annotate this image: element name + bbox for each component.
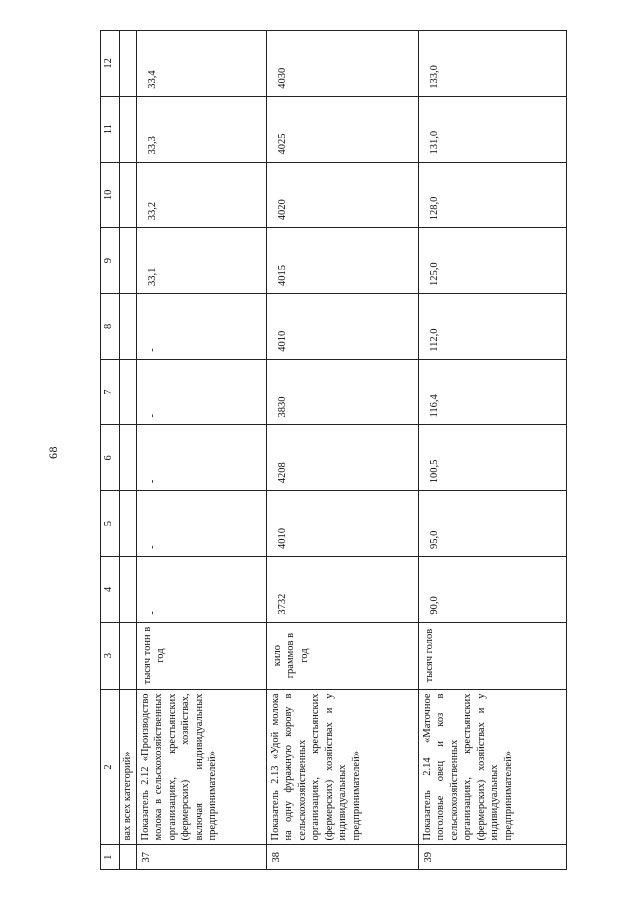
value-cell: 4020 (267, 162, 419, 228)
value-cell: 133,0 (419, 31, 567, 97)
value-cell: - (137, 491, 267, 557)
header-row (101, 31, 120, 870)
value-cell: - (137, 359, 267, 425)
indicator-label: Показатель 2.12 «Производство молока в сельскохозяйственных организациях, крестьянских (фермерских) хозяйствах, включая индивидуальных предпринимателей» (137, 689, 267, 845)
empty-cell (120, 294, 137, 360)
indicator-label: Показатель 2.14 «Маточное поголовье овец и коз в сельскохозяйственных организациях, крестьянских (фермерских) хозяйствах и у индивидуальных предпринимателей» (419, 689, 567, 845)
empty-cell (120, 228, 137, 294)
indicator-label: Показатель 2.13 «Удой молока на одну фуражную корову в сельскохозяйственных организациях, крестьянских (фермерских) хозяйствах и у индивидуальных предпринимателей» (267, 689, 419, 845)
unit-cell: кило граммов в год (267, 622, 419, 689)
unit-cell: тысяч тонн в год (137, 622, 267, 689)
value-cell: 4015 (267, 228, 419, 294)
row-number: 39 (419, 845, 567, 870)
value-cell: 128,0 (419, 162, 567, 228)
value-cell: 33,2 (137, 162, 267, 228)
header-cell: 10 (101, 162, 120, 228)
value-cell: 95,0 (419, 491, 567, 557)
value-cell: 3732 (267, 556, 419, 622)
header-cell: 9 (101, 228, 120, 294)
value-cell: 90,0 (419, 556, 567, 622)
value-cell: 33,3 (137, 96, 267, 162)
value-cell: 100,5 (419, 425, 567, 491)
header-cell: 3 (101, 622, 120, 689)
header-cell: 12 (101, 31, 120, 97)
value-cell: 112,0 (419, 294, 567, 360)
empty-cell (120, 845, 137, 870)
empty-cell (120, 556, 137, 622)
value-cell: 4030 (267, 31, 419, 97)
header-cell: 4 (101, 556, 120, 622)
row-number: 38 (267, 845, 419, 870)
value-cell: 33,4 (137, 31, 267, 97)
table-row (267, 31, 419, 870)
unit-cell: тысяч голов (419, 622, 567, 689)
continuation-row (120, 31, 137, 870)
value-cell: 4208 (267, 425, 419, 491)
empty-cell (120, 359, 137, 425)
value-cell: 4010 (267, 294, 419, 360)
empty-cell (120, 491, 137, 557)
value-cell: - (137, 425, 267, 491)
indicator-table-container (100, 30, 540, 870)
value-cell: - (137, 556, 267, 622)
value-cell: 116,4 (419, 359, 567, 425)
header-cell: 11 (101, 96, 120, 162)
empty-cell (120, 425, 137, 491)
header-cell: 8 (101, 294, 120, 360)
value-cell: 4010 (267, 491, 419, 557)
table-row (137, 31, 267, 870)
value-cell: 3830 (267, 359, 419, 425)
empty-cell (120, 622, 137, 689)
header-cell: 2 (101, 689, 120, 845)
empty-cell (120, 31, 137, 97)
header-cell: 5 (101, 491, 120, 557)
value-cell: 131,0 (419, 96, 567, 162)
indicator-table (100, 30, 567, 870)
header-cell: 1 (101, 845, 120, 870)
table-row (419, 31, 567, 870)
empty-cell (120, 96, 137, 162)
value-cell: 4025 (267, 96, 419, 162)
header-cell: 7 (101, 359, 120, 425)
value-cell: 125,0 (419, 228, 567, 294)
row-number: 37 (137, 845, 267, 870)
continuation-text: вах всех категорий» (120, 689, 137, 845)
header-cell: 6 (101, 425, 120, 491)
value-cell: - (137, 294, 267, 360)
page-number: 68 (46, 446, 60, 459)
empty-cell (120, 162, 137, 228)
value-cell: 33,1 (137, 228, 267, 294)
